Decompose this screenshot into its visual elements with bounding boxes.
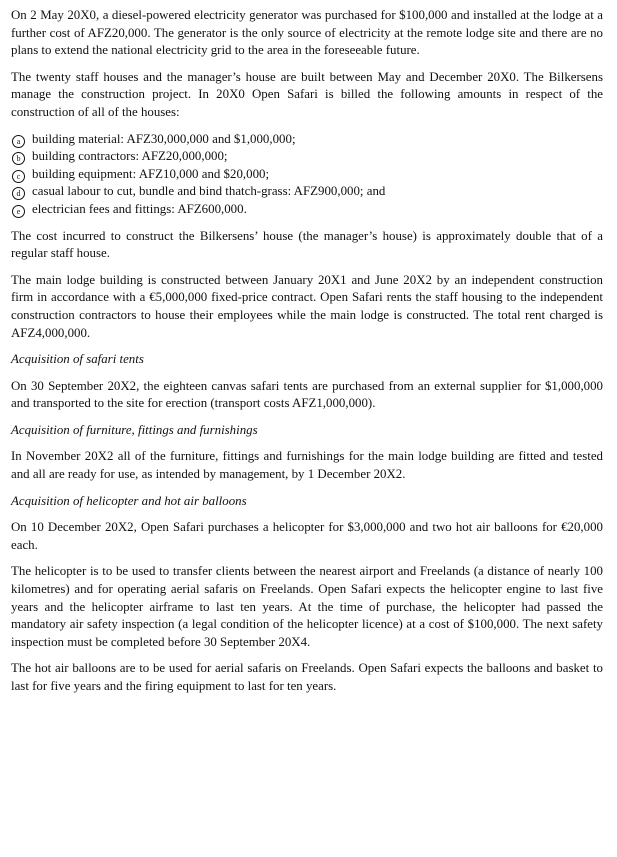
paragraph-helicopter-use: The helicopter is to be used to transfer clients between the nearest airport and Freelands (a distance of nearly 100 kilometres) and for operating aerial safaris on Freelands. Open Safari expects the helicopter engine to last five years and the helicopter airframe to last ten years. At the time of purchase, the helicopter had passed the mandatory air safety inspection (a legal condition of the helicopter licence) at a cost of $100,000. The next safety inspection must be completed before 30 September 20X4. — [11, 564, 603, 649]
construction-cost-list — [11, 131, 603, 219]
paragraph-helicopter-purchase: On 10 December 20X2, Open Safari purchases a helicopter for $3,000,000 and two hot air balloons for €20,000 each. — [11, 520, 603, 552]
paragraph-safari-tents: On 30 September 20X2, the eighteen canvas safari tents are purchased from an external supplier for $1,000,000 and transported to the site for erection (transport costs AFZ1,000,000). — [11, 378, 603, 411]
paragraph-main-lodge: The main lodge building is constructed between January 20X1 and June 20X2 by an independent construction firm in accordance with a €5,000,000 fixed-price contract. Open Safari rents the staff housing to the independent construction contractors to house their employees while the main lodge is constructed. The total rent charged is AFZ4,000,000. — [11, 272, 603, 340]
list-item-text: building equipment: AFZ10,000 and $20,000; — [32, 166, 270, 181]
list-item — [11, 131, 603, 149]
list-item-text: electrician fees and fittings: AFZ600,000. — [32, 201, 247, 216]
list-item-text: building contractors: AFZ20,000,000; — [32, 149, 228, 164]
paragraph-staff-houses: The twenty staff houses and the manager’s house are built between May and December 20X0. The Bilkersens manage the construction project. In 20X0 Open Safari is billed the following amounts in respect of the construction of all of the houses: — [11, 69, 603, 119]
list-item — [11, 148, 603, 166]
list-marker: c — [12, 170, 25, 183]
list-marker: d — [12, 187, 25, 200]
paragraph-hot-air-balloons: The hot air balloons are to be used for aerial safaris on Freelands. Open Safari expects the balloons and basket to last for five years and the firing equipment to last for ten years. — [11, 661, 603, 693]
list-item — [11, 183, 603, 201]
list-marker: b — [12, 152, 25, 165]
list-item — [11, 166, 603, 184]
list-item — [11, 201, 603, 219]
paragraph-generator: On 2 May 20X0, a diesel-powered electricity generator was purchased for $100,000 and installed at the lodge at a further cost of AFZ20,000. The generator is the only source of electricity at the remote lodge site and there are no plans to extend the national electricity grid to the area in the foreseeable future. — [11, 8, 603, 58]
list-item-text: casual labour to cut, bundle and bind thatch-grass: AFZ900,000; and — [32, 184, 386, 199]
list-marker: a — [12, 135, 25, 148]
heading-furniture: Acquisition of furniture, fittings and furnishings — [11, 422, 258, 437]
paragraph-furniture: In November 20X2 all of the furniture, fittings and furnishings for the main lodge building are fitted and tested and all are ready for use, as intended by management, by 1 December 20X2. — [11, 449, 603, 482]
heading-helicopter-balloons: Acquisition of helicopter and hot air balloons — [11, 493, 247, 508]
list-item-text: building material: AFZ30,000,000 and $1,000,000; — [32, 131, 296, 146]
list-marker: e — [12, 205, 25, 218]
paragraph-manager-house: The cost incurred to construct the Bilkersens’ house (the manager’s house) is approximately double that of a regular staff house. — [11, 228, 603, 261]
heading-safari-tents: Acquisition of safari tents — [11, 352, 144, 367]
